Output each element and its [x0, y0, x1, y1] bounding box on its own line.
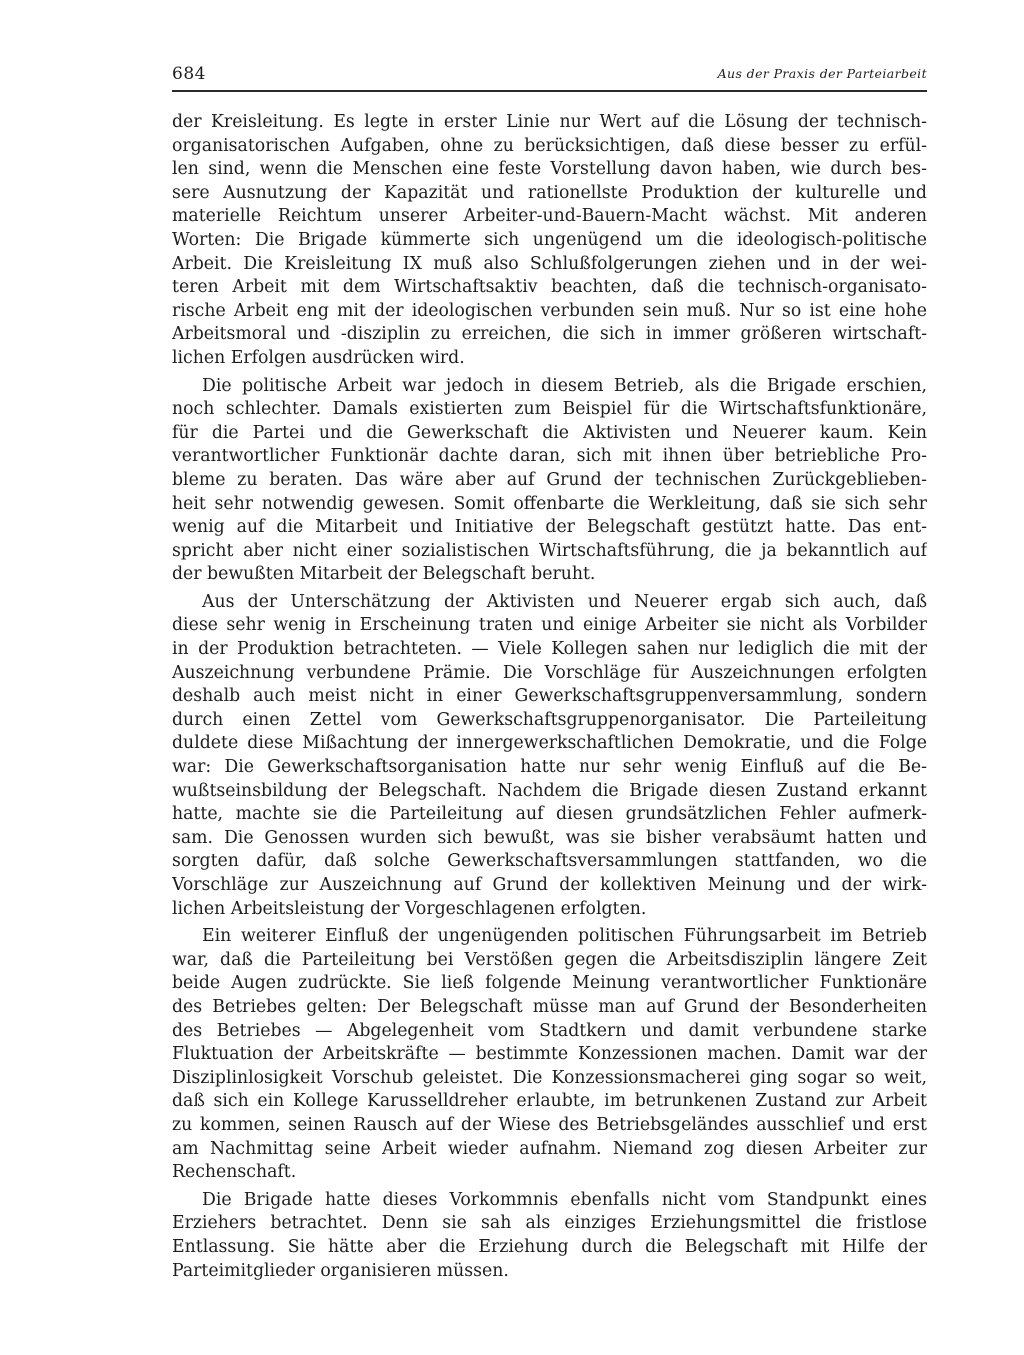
text-line: materielle Reichtum unserer Arbeiter-und-Bauern-Macht wächst. Mit anderen [172, 206, 927, 227]
text-line: spricht aber nicht einer sozialistischen Wirtschaftsführung, die ja bekanntlich auf [172, 540, 927, 561]
text-line: rische Arbeit eng mit der ideologischen verbunden sein muß. Nur so ist eine hohe [172, 300, 927, 321]
text-line: heit sehr notwendig gewesen. Somit offenbarte die Werkleitung, daß sie sich sehr [172, 493, 927, 514]
paragraph [172, 1189, 927, 1283]
page-header [172, 64, 927, 92]
text-line: beide Augen zudrückte. Sie ließ folgende Meinung verantwortlicher Funktionäre [172, 973, 927, 994]
paragraph [172, 925, 927, 1185]
text-line: Vorschläge zur Auszeichnung auf Grund der kollektiven Meinung und der wirk- [172, 875, 927, 895]
paragraph [172, 375, 927, 587]
text-line: Fluktuation der Arbeitskräfte — bestimmte Konzessionen machen. Damit war der [172, 1044, 927, 1065]
text-line: organisatorischen Aufgaben, ohne zu berücksichtigen, daß diese besser zu erfül- [172, 135, 927, 156]
paragraph [172, 591, 927, 921]
text-line: bleme zu beraten. Das wäre aber auf Grund der technischen Zurückgeblieben- [172, 469, 927, 490]
paragraph [172, 111, 927, 371]
text-line: daß sich ein Kollege Karusselldreher erlaubte, im betrunkenen Zustand zur Arbeit [172, 1091, 927, 1112]
text-line: Arbeitsmoral und -disziplin zu erreichen, die sich in immer größeren wirtschaft- [172, 324, 927, 345]
text-line: des Betriebes gelten: Der Belegschaft müsse man auf Grund der Besonderheiten [172, 996, 927, 1017]
text-line: diese sehr wenig in Erscheinung traten und einige Arbeiter sie nicht als Vorbilder [172, 615, 927, 636]
text-line: hatte, machte sie die Parteileitung auf diesen grundsätzlichen Fehler aufmerk- [172, 804, 927, 825]
text-line: sorgten dafür, daß solche Gewerkschaftsversammlungen stattfanden, wo die [172, 851, 927, 872]
text-line: sam. Die Genossen wurden sich bewußt, was sie bisher verabsäumt hatten und [172, 827, 927, 848]
text-line: duldete diese Mißachtung der innergewerkschaftlichen Demokratie, und die Folge [172, 733, 927, 754]
text-line: Arbeit. Die Kreisleitung IX muß also Schlußfolgerungen ziehen und in der wei- [172, 253, 927, 274]
text-line: Auszeichnung verbundene Prämie. Die Vorschläge für Auszeichnungen erfolgten [172, 662, 927, 683]
text-line: sere Ausnutzung der Kapazität und rationellste Produktion der kulturelle und [172, 182, 927, 203]
text-line: Ein weiterer Einfluß der ungenügenden politischen Führungsarbeit im Betrieb [202, 926, 927, 947]
text-line: für die Partei und die Gewerkschaft die Aktivisten und Neuerer kaum. Kein [172, 422, 927, 443]
text-line: Entlassung. Sie hätte aber die Erziehung durch die Belegschaft mit Hilfe der [172, 1236, 927, 1257]
text-line: Die Brigade hatte dieses Vorkommnis ebenfalls nicht vom Standpunkt eines [202, 1189, 927, 1210]
text-line: teren Arbeit mit dem Wirtschaftsaktiv beachten, daß die technisch-organisato- [172, 277, 927, 298]
text-line: Parteimitglieder organisieren müssen. [172, 1260, 509, 1281]
text-line: wenig auf die Mitarbeit und Initiative der Belegschaft gestützt hatte. Das ent- [172, 517, 927, 538]
text-line: wußtseinsbildung der Belegschaft. Nachdem die Brigade diesen Zustand erkannt [172, 780, 927, 801]
text-line: noch schlechter. Damals existierten zum Beispiel für die Wirtschaftsfunktionäre, [172, 399, 927, 420]
text-line: Worten: Die Brigade kümmerte sich ungenügend um die ideologisch-politische [172, 229, 927, 250]
text-line: lichen Arbeitsleistung der Vorgeschlagenen erfolgten. [172, 898, 647, 919]
text-line: Disziplinlosigkeit Vorschub geleistet. Die Konzessionsmacherei ging sogar so weit, [172, 1067, 927, 1088]
text-line: Erziehers betrachtet. Denn sie sah als einziges Erziehungsmittel die fristlose [172, 1213, 927, 1234]
text-line: deshalb auch meist nicht in einer Gewerkschaftsgruppenversammlung, sondern [172, 686, 927, 707]
text-line: zu kommen, seinen Rausch auf der Wiese des Betriebsgeländes ausschlief und erst [172, 1114, 927, 1135]
text-line: Rechenschaft. [172, 1162, 297, 1183]
text-line: der Kreisleitung. Es legte in erster Linie nur Wert auf die Lösung der technisch- [172, 112, 927, 132]
text-line: der bewußten Mitarbeit der Belegschaft beruht. [172, 564, 596, 585]
body-text [172, 111, 927, 1283]
text-line: des Betriebes — Abgelegenheit vom Stadtkern und damit verbundene starke [172, 1020, 927, 1041]
text-line: am Nachmittag seine Arbeit wieder aufnahm. Niemand zog diesen Arbeiter zur [172, 1138, 927, 1159]
text-line: in der Produktion betrachteten. — Viele Kollegen sahen nur lediglich die mit der [172, 639, 927, 660]
page-number: 684 [172, 64, 206, 84]
text-line: len sind, wenn die Menschen eine feste Vorstellung davon haben, wie durch bes- [172, 159, 927, 180]
text-line: war, daß die Parteileitung bei Verstößen gegen die Arbeitsdisziplin längere Zeit [172, 949, 927, 970]
text-line: durch einen Zettel vom Gewerkschaftsgruppenorganisator. Die Parteileitung [172, 709, 927, 730]
text-line: Aus der Unterschätzung der Aktivisten und Neuerer ergab sich auch, daß [202, 591, 927, 612]
text-line: lichen Erfolgen ausdrücken wird. [172, 347, 465, 368]
text-line: Die politische Arbeit war jedoch in diesem Betrieb, als die Brigade erschien, [202, 375, 927, 396]
running-head: Aus der Praxis der Parteiarbeit [717, 66, 927, 81]
text-line: war: Die Gewerkschaftsorganisation hatte nur sehr wenig Einfluß auf die Be- [172, 757, 927, 778]
text-line: verantwortlicher Funktionär dachte daran, sich mit ihnen über betriebliche Pro- [172, 446, 927, 467]
